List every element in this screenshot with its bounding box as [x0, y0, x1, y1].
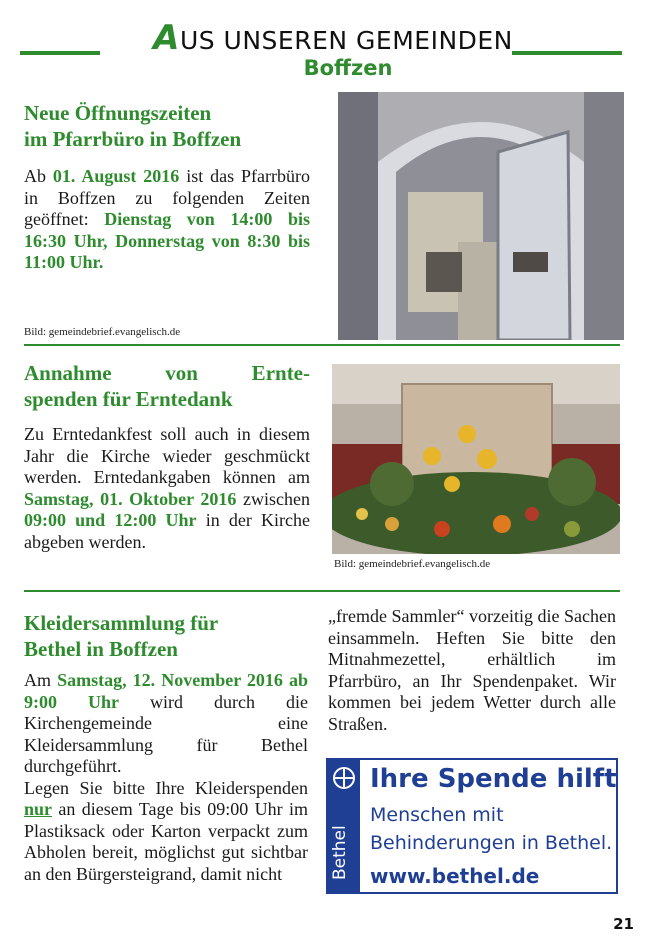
- article1-date: 01. August 2016: [52, 166, 180, 186]
- section-title: [0, 18, 666, 58]
- article3-nur: nur: [24, 799, 53, 819]
- article1-caption: Bild: gemeindebrief.evangelisch.de: [24, 326, 181, 338]
- article2-text-c: in der Kirche abgeben werden.: [24, 510, 310, 552]
- article2-heading: [24, 360, 310, 412]
- article2-heading-line1: Annahme von Ernte-: [24, 361, 310, 385]
- article2-body: [24, 424, 310, 553]
- article1-heading-line1: Neue Öffnungszeiten: [24, 101, 212, 125]
- article2-heading-line2: spenden für Erntedank: [24, 387, 233, 411]
- article1-text-a: Ab: [24, 166, 53, 186]
- door-illustration: [338, 92, 624, 340]
- section-subtitle: Boffzen: [303, 56, 393, 80]
- divider-2: [24, 590, 620, 592]
- bethel-ad: [326, 758, 618, 894]
- article3-date: Samstag, 12. November 2016 ab 9:00 Uhr: [24, 670, 309, 712]
- bethel-ad-line2: Menschen mit: [370, 804, 504, 826]
- section-title-rest: US UNSEREN GEMEINDEN: [179, 26, 513, 55]
- article1-heading: [24, 100, 324, 152]
- article3-text-a: Am: [24, 670, 58, 690]
- section-title-initial: A: [153, 18, 180, 58]
- article1-hours: Dienstag von 14:00 bis 16:30 Uhr, Donnerstag von 8:30 bis 11:00 Uhr.: [24, 209, 310, 272]
- bethel-ad-url[interactable]: www.bethel.de: [370, 864, 540, 888]
- article1-text-b: ist das Pfarrbüro in Boffzen zu folgenden Zeiten geöffnet:: [24, 166, 311, 229]
- article3-heading-line1: Kleidersammlung für: [24, 611, 219, 635]
- article3-heading: [24, 610, 314, 662]
- page-number: 21: [613, 915, 634, 933]
- article3-text-c: Legen Sie bitte Ihre Kleiderspenden: [24, 777, 308, 798]
- article3-text-b: wird durch die Kirchengemeinde eine Kleidersammlung für Bethel durchgeführt.: [24, 691, 309, 776]
- article1-body: [24, 166, 310, 274]
- bethel-ad-sidebar: [328, 760, 360, 892]
- bethel-ad-line3: Behinderungen in Bethel.: [370, 832, 613, 854]
- divider-1: [24, 344, 620, 346]
- bethel-ad-side-text: Bethel: [330, 825, 350, 880]
- article2-caption: Bild: gemeindebrief.evangelisch.de: [334, 558, 491, 570]
- pfarrbuero-door-photo: [338, 92, 624, 340]
- erntedank-altar-photo: [332, 364, 620, 554]
- article3-text-d: an diesem Tage bis 09:00 Uhr im Plastiksack oder Karton verpackt zum Abholen bereit, möglichst gut sichtbar an den Bürgersteigrand, damit nicht: [24, 799, 308, 884]
- article3-body: [24, 670, 308, 885]
- article1-heading-line2: im Pfarrbüro in Boffzen: [24, 127, 242, 151]
- harvest-illustration: [332, 364, 620, 554]
- article2-text-a: Zu Erntedankfest soll auch in diesem Jahr die Kirche wieder geschmückt werden. Erntedankgaben können am: [24, 424, 310, 487]
- article2-date: Samstag, 01. Oktober 2016: [24, 488, 237, 509]
- article3-column2: „fremde Sammler“ vorzeitig die Sachen einsammeln. Heften Sie bitte den Mitnahmezettel, erhältlich im Pfarrbüro, an Ihr Spendenpaket. Wir kommen bei jedem Wetter durch alle Straßen.: [328, 606, 616, 734]
- bethel-ad-headline: Ihre Spende hilft: [370, 764, 617, 794]
- article2-time: 09:00 und 12:00 Uhr: [24, 510, 197, 530]
- article2-text-b: zwischen: [236, 488, 310, 509]
- article3-heading-line2: Bethel in Boffzen: [24, 637, 178, 661]
- bethel-cross-icon: [332, 766, 356, 790]
